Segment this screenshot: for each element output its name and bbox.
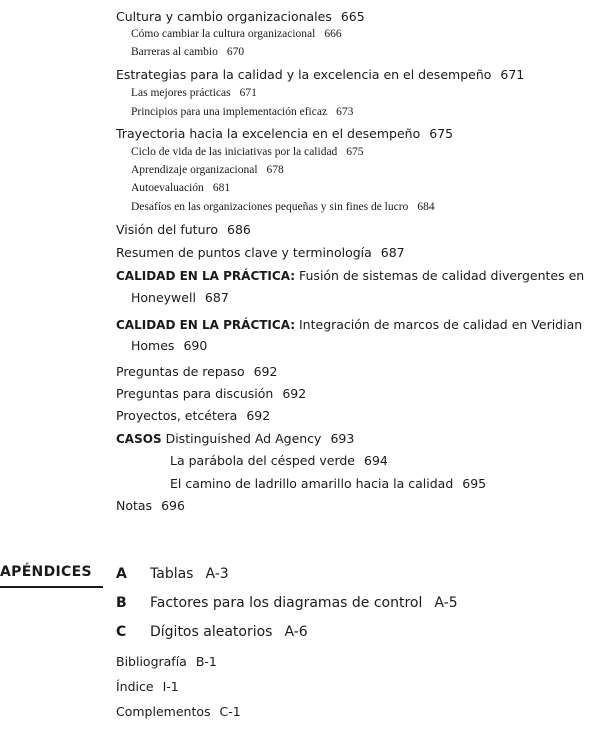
heading-rule xyxy=(0,586,103,588)
toc-entry: Preguntas de repaso 692 xyxy=(116,364,278,379)
practice-entry-continuation: Honeywell 687 xyxy=(131,290,229,305)
back-matter-item: Índice I-1 xyxy=(116,679,179,694)
toc-entry: Estrategias para la calidad y la excelencia en el desempeño 671 xyxy=(116,67,525,82)
toc-entry: Notas 696 xyxy=(116,498,185,513)
toc-entry: Resumen de puntos clave y terminología 687 xyxy=(116,245,405,260)
toc-subentry: Aprendizaje organizacional 678 xyxy=(131,164,284,176)
case-item: El camino de ladrillo amarillo hacia la calidad 695 xyxy=(170,476,487,491)
appendix-item: B Factores para los diagramas de control A-5 xyxy=(116,595,458,611)
toc-subentry: Barreras al cambio 670 xyxy=(131,46,245,58)
toc-subentry: Autoevaluación 681 xyxy=(131,182,231,194)
toc-subentry: Desafíos en las organizaciones pequeñas y sin fines de lucro 684 xyxy=(131,201,435,213)
back-matter-item: Bibliografía B-1 xyxy=(116,654,217,669)
toc-entry: Trayectoria hacia la excelencia en el desempeño 675 xyxy=(116,126,454,141)
practice-entry: CALIDAD EN LA PRÁCTICA: Integración de marcos de calidad en Veridian xyxy=(116,317,583,332)
case-item: La parábola del césped verde 694 xyxy=(170,453,388,468)
appendix-item: A Tablas A-3 xyxy=(116,566,229,582)
toc-subentry: Cómo cambiar la cultura organizacional 666 xyxy=(131,28,342,40)
toc-entry: Proyectos, etcétera 692 xyxy=(116,408,271,423)
toc-entry: Preguntas para discusión 692 xyxy=(116,386,307,401)
toc-entry: Visión del futuro 686 xyxy=(116,222,251,237)
toc-entry: Cultura y cambio organizacionales 665 xyxy=(116,9,365,24)
back-matter-item: Complementos C-1 xyxy=(116,704,241,719)
appendices-heading: APÉNDICES xyxy=(0,564,92,580)
toc-subentry: Principios para una implementación eficaz 673 xyxy=(131,106,354,118)
toc-subentry: Las mejores prácticas 671 xyxy=(131,87,257,99)
practice-entry-continuation: Homes 690 xyxy=(131,338,208,353)
toc-subentry: Ciclo de vida de las iniciativas por la calidad 675 xyxy=(131,146,364,158)
appendix-item: C Dígitos aleatorios A-6 xyxy=(116,624,308,640)
cases-entry: CASOS Distinguished Ad Agency 693 xyxy=(116,431,355,446)
practice-entry: CALIDAD EN LA PRÁCTICA: Fusión de sistemas de calidad divergentes en xyxy=(116,268,585,283)
